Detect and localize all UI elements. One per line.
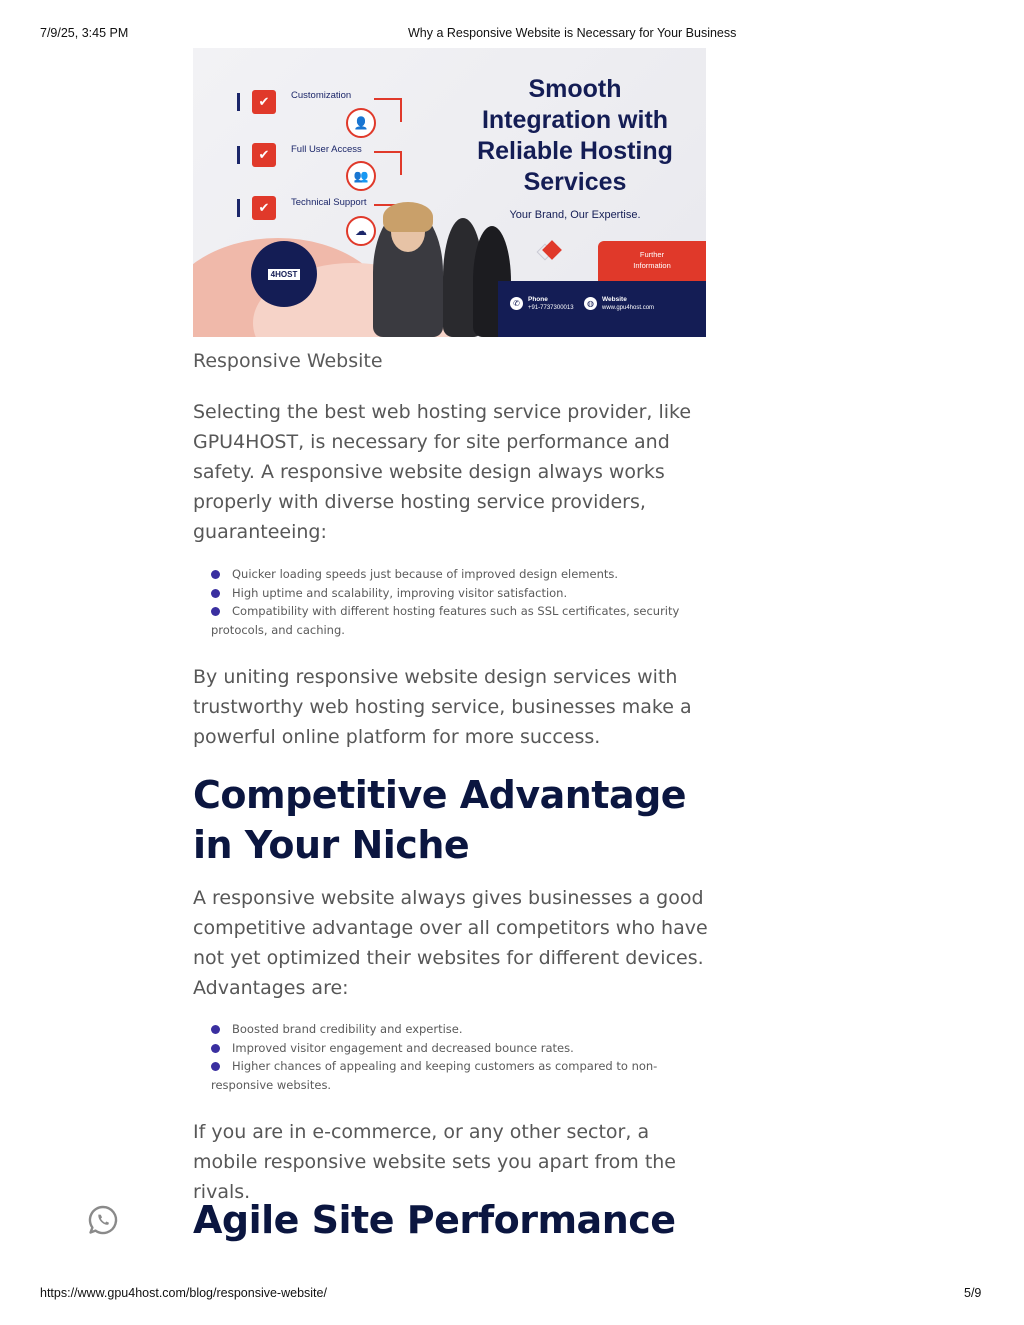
bullet-list — [211, 1020, 701, 1095]
support-icon: ☁ — [346, 216, 376, 246]
list-item: Quicker loading speeds just because of improved design elements. — [211, 565, 701, 584]
list-item: Higher chances of appealing and keeping customers as compared to non-responsive websites. — [211, 1057, 701, 1094]
feature-row — [237, 90, 276, 114]
whatsapp-icon[interactable] — [87, 1204, 119, 1236]
check-icon: ✔ — [252, 90, 276, 114]
globe-icon: ◍ — [584, 297, 597, 310]
banner-headline: Smooth Integration with Reliable Hosting Services — [477, 75, 673, 196]
business-people-photo — [373, 208, 513, 337]
paragraph: Selecting the best web hosting service provider, like GPU4HOST, is necessary for site performance and safety. A responsive website design always works properly with diverse hosting service providers, guaranteeing: — [193, 401, 692, 543]
bullet-list — [211, 565, 701, 640]
list-item: High uptime and scalability, improving visitor satisfaction. — [211, 584, 701, 603]
paragraph: By uniting responsive website design services with trustworthy web hosting service, businesses make a powerful online platform for more success. — [193, 666, 692, 748]
users-icon: 👥 — [346, 161, 376, 191]
section-heading: Agile Site Performance — [193, 1198, 676, 1242]
check-icon: ✔ — [252, 196, 276, 220]
feature-row — [237, 196, 276, 220]
print-url: https://www.gpu4host.com/blog/responsive-website/ — [40, 1286, 327, 1300]
website-contact: Website www.gpu4host.com — [602, 296, 655, 311]
feature-label: Customization — [291, 90, 352, 101]
print-datetime: 7/9/25, 3:45 PM — [40, 26, 129, 40]
feature-row — [237, 143, 276, 167]
section-heading: Competitive Advantage in Your Niche — [193, 773, 687, 867]
feature-label: Technical Support — [291, 197, 367, 208]
check-icon: ✔ — [252, 143, 276, 167]
banner-tagline: Your Brand, Our Expertise. — [509, 209, 641, 221]
print-page-number: 5/9 — [964, 1286, 982, 1300]
paragraph: A responsive website always gives businesses a good competitive advantage over all competitors who have not yet optimized their websites for different devices. Advantages are: — [193, 887, 708, 999]
contact-bar — [498, 281, 706, 337]
print-page-title: Why a Responsive Website is Necessary for Your Business — [408, 26, 737, 40]
hosting-banner-image — [193, 48, 706, 337]
list-item: Boosted brand credibility and expertise. — [211, 1020, 701, 1039]
feature-label: Full User Access — [291, 144, 362, 155]
further-information-box: Further Information — [598, 241, 706, 281]
image-caption: Responsive Website — [193, 350, 383, 372]
phone-contact: Phone +91-7737300013 — [528, 296, 574, 311]
phone-icon: ✆ — [510, 297, 523, 310]
person-icon: 👤 — [346, 108, 376, 138]
paragraph: If you are in e-commerce, or any other sector, a mobile responsive website sets you apart from the rivals. — [193, 1121, 676, 1203]
list-item: Improved visitor engagement and decreased bounce rates. — [211, 1039, 701, 1058]
list-item: Compatibility with different hosting features such as SSL certificates, security protocols, and caching. — [211, 602, 701, 639]
gpu4host-seal-logo: 4HOST — [251, 241, 317, 307]
